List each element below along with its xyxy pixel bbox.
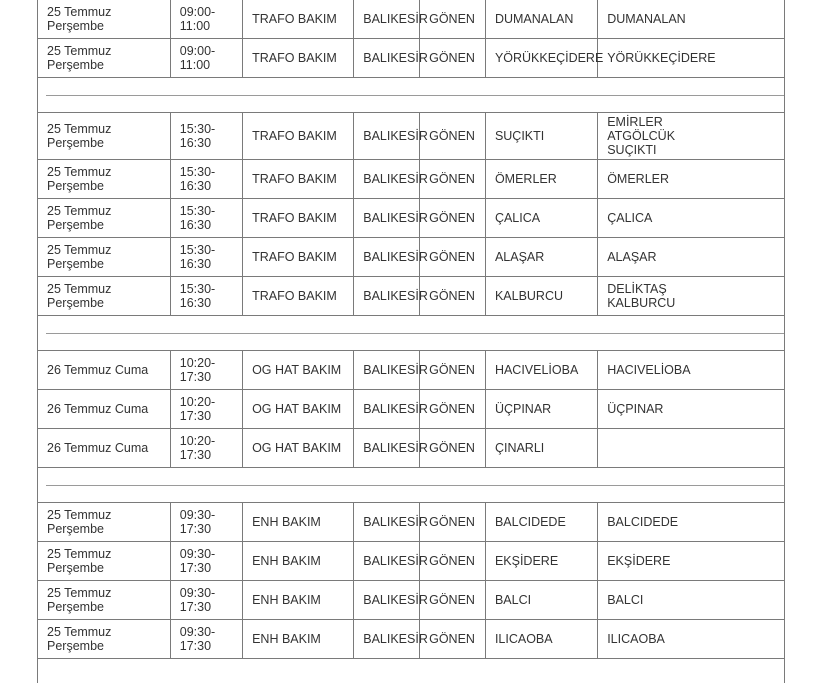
date-cell: 26 Temmuz Cuma — [38, 390, 171, 429]
work-type-cell: OG HAT BAKIM — [243, 429, 354, 468]
street-name: ÖMERLER — [607, 172, 784, 186]
time-cell: 10:20-17:30 — [170, 351, 242, 390]
street-name: ATGÖLCÜK — [607, 129, 784, 143]
neighborhood-cell: ALAŞAR — [485, 238, 597, 277]
city-cell: BALIKESİR — [354, 199, 420, 238]
city-cell: BALIKESİR — [354, 113, 420, 160]
streets-cell — [598, 503, 785, 542]
date-cell: 25 Temmuz Perşembe — [38, 581, 171, 620]
table-row — [38, 39, 785, 78]
neighborhood-cell: BALCI — [485, 581, 597, 620]
date-cell: 26 Temmuz Cuma — [38, 351, 171, 390]
date-cell: 25 Temmuz Perşembe — [38, 39, 171, 78]
work-type-cell: ENH BAKIM — [243, 581, 354, 620]
work-type-cell: TRAFO BAKIM — [243, 277, 354, 316]
neighborhood-cell: ÖMERLER — [485, 160, 597, 199]
street-name: DELİKTAŞ — [607, 282, 784, 296]
work-type-cell: TRAFO BAKIM — [243, 0, 354, 39]
date-cell: 25 Temmuz Perşembe — [38, 160, 171, 199]
table-row — [38, 0, 785, 39]
district-cell: GÖNEN — [420, 113, 486, 160]
separator-line — [46, 95, 784, 96]
date-cell: 25 Temmuz Perşembe — [38, 542, 171, 581]
neighborhood-cell: ÇINARLI — [485, 429, 597, 468]
neighborhood-cell: SUÇIKTI — [485, 113, 597, 160]
date-cell: 25 Temmuz Perşembe — [38, 199, 171, 238]
separator-cell — [38, 468, 785, 503]
city-cell: BALIKESİR — [354, 0, 420, 39]
date-cell: 25 Temmuz Perşembe — [38, 503, 171, 542]
outage-table — [37, 0, 785, 683]
work-type-cell: ENH BAKIM — [243, 503, 354, 542]
street-name: BALCI — [607, 593, 784, 607]
streets-cell — [598, 39, 785, 78]
time-cell: 09:00-11:00 — [170, 39, 242, 78]
date-cell: 26 Temmuz Cuma — [38, 429, 171, 468]
district-cell: GÖNEN — [420, 199, 486, 238]
date-cell: 25 Temmuz Perşembe — [38, 277, 171, 316]
city-cell: BALIKESİR — [354, 620, 420, 659]
work-type-cell: ENH BAKIM — [243, 620, 354, 659]
district-cell: GÖNEN — [420, 39, 486, 78]
work-type-cell: OG HAT BAKIM — [243, 351, 354, 390]
section-separator-row — [38, 78, 785, 113]
streets-cell — [598, 113, 785, 160]
streets-cell — [598, 277, 785, 316]
time-cell: 09:30-17:30 — [170, 503, 242, 542]
outage-table-container — [37, 0, 785, 683]
date-cell: 25 Temmuz Perşembe — [38, 113, 171, 160]
work-type-cell: TRAFO BAKIM — [243, 160, 354, 199]
street-name: SUÇIKTI — [607, 143, 784, 157]
neighborhood-cell: ÜÇPINAR — [485, 390, 597, 429]
separator-line — [46, 333, 784, 334]
streets-cell — [598, 620, 785, 659]
table-row — [38, 429, 785, 468]
time-cell: 10:20-17:30 — [170, 390, 242, 429]
streets-cell — [598, 581, 785, 620]
city-cell: BALIKESİR — [354, 429, 420, 468]
table-row — [38, 199, 785, 238]
district-cell: GÖNEN — [420, 429, 486, 468]
table-row — [38, 277, 785, 316]
table-row — [38, 390, 785, 429]
streets-cell — [598, 390, 785, 429]
partial-cell — [38, 659, 785, 683]
time-cell: 09:00-11:00 — [170, 0, 242, 39]
time-cell: 09:30-17:30 — [170, 542, 242, 581]
streets-cell — [598, 351, 785, 390]
streets-cell — [598, 542, 785, 581]
district-cell: GÖNEN — [420, 581, 486, 620]
time-cell: 10:20-17:30 — [170, 429, 242, 468]
outage-table-body — [38, 0, 785, 683]
street-name: ÜÇPINAR — [607, 402, 784, 416]
street-name: DUMANALAN — [607, 12, 784, 26]
table-row — [38, 351, 785, 390]
streets-cell — [598, 160, 785, 199]
date-cell: 25 Temmuz Perşembe — [38, 238, 171, 277]
city-cell: BALIKESİR — [354, 581, 420, 620]
table-row — [38, 238, 785, 277]
district-cell: GÖNEN — [420, 351, 486, 390]
district-cell: GÖNEN — [420, 620, 486, 659]
street-name: YÖRÜKKEÇİDERE — [607, 51, 784, 65]
neighborhood-cell: EKŞİDERE — [485, 542, 597, 581]
city-cell: BALIKESİR — [354, 390, 420, 429]
work-type-cell: ENH BAKIM — [243, 542, 354, 581]
streets-cell — [598, 199, 785, 238]
streets-cell — [598, 429, 785, 468]
work-type-cell: TRAFO BAKIM — [243, 113, 354, 160]
city-cell: BALIKESİR — [354, 351, 420, 390]
separator-line — [46, 485, 784, 486]
city-cell: BALIKESİR — [354, 39, 420, 78]
district-cell: GÖNEN — [420, 160, 486, 199]
time-cell: 15:30-16:30 — [170, 277, 242, 316]
time-cell: 15:30-16:30 — [170, 160, 242, 199]
time-cell: 15:30-16:30 — [170, 113, 242, 160]
section-separator-row — [38, 468, 785, 503]
streets-cell — [598, 238, 785, 277]
time-cell: 15:30-16:30 — [170, 238, 242, 277]
city-cell: BALIKESİR — [354, 277, 420, 316]
city-cell: BALIKESİR — [354, 503, 420, 542]
time-cell: 15:30-16:30 — [170, 199, 242, 238]
section-separator-row — [38, 316, 785, 351]
work-type-cell: TRAFO BAKIM — [243, 238, 354, 277]
table-row — [38, 113, 785, 160]
work-type-cell: OG HAT BAKIM — [243, 390, 354, 429]
work-type-cell: TRAFO BAKIM — [243, 39, 354, 78]
district-cell: GÖNEN — [420, 542, 486, 581]
street-name: EMİRLER — [607, 115, 784, 129]
streets-cell — [598, 0, 785, 39]
city-cell: BALIKESİR — [354, 542, 420, 581]
table-row — [38, 620, 785, 659]
separator-cell — [38, 78, 785, 113]
street-name: EKŞİDERE — [607, 554, 784, 568]
table-row — [38, 581, 785, 620]
neighborhood-cell: HACIVELİOBA — [485, 351, 597, 390]
table-row-partial — [38, 659, 785, 683]
street-name: KALBURCU — [607, 296, 784, 310]
neighborhood-cell: YÖRÜKKEÇİDERE — [485, 39, 597, 78]
street-name: ALAŞAR — [607, 250, 784, 264]
separator-cell — [38, 316, 785, 351]
street-name: ÇALICA — [607, 211, 784, 225]
table-row — [38, 503, 785, 542]
table-row — [38, 542, 785, 581]
table-row — [38, 160, 785, 199]
neighborhood-cell: ILICAOBA — [485, 620, 597, 659]
neighborhood-cell: BALCIDEDE — [485, 503, 597, 542]
time-cell: 09:30-17:30 — [170, 581, 242, 620]
date-cell: 25 Temmuz Perşembe — [38, 620, 171, 659]
work-type-cell: TRAFO BAKIM — [243, 199, 354, 238]
street-name: ILICAOBA — [607, 632, 784, 646]
city-cell: BALIKESİR — [354, 160, 420, 199]
district-cell: GÖNEN — [420, 238, 486, 277]
district-cell: GÖNEN — [420, 390, 486, 429]
neighborhood-cell: DUMANALAN — [485, 0, 597, 39]
time-cell: 09:30-17:30 — [170, 620, 242, 659]
neighborhood-cell: ÇALICA — [485, 199, 597, 238]
city-cell: BALIKESİR — [354, 238, 420, 277]
district-cell: GÖNEN — [420, 0, 486, 39]
street-name: HACIVELİOBA — [607, 363, 784, 377]
district-cell: GÖNEN — [420, 277, 486, 316]
street-name: BALCIDEDE — [607, 515, 784, 529]
district-cell: GÖNEN — [420, 503, 486, 542]
neighborhood-cell: KALBURCU — [485, 277, 597, 316]
date-cell: 25 Temmuz Perşembe — [38, 0, 171, 39]
